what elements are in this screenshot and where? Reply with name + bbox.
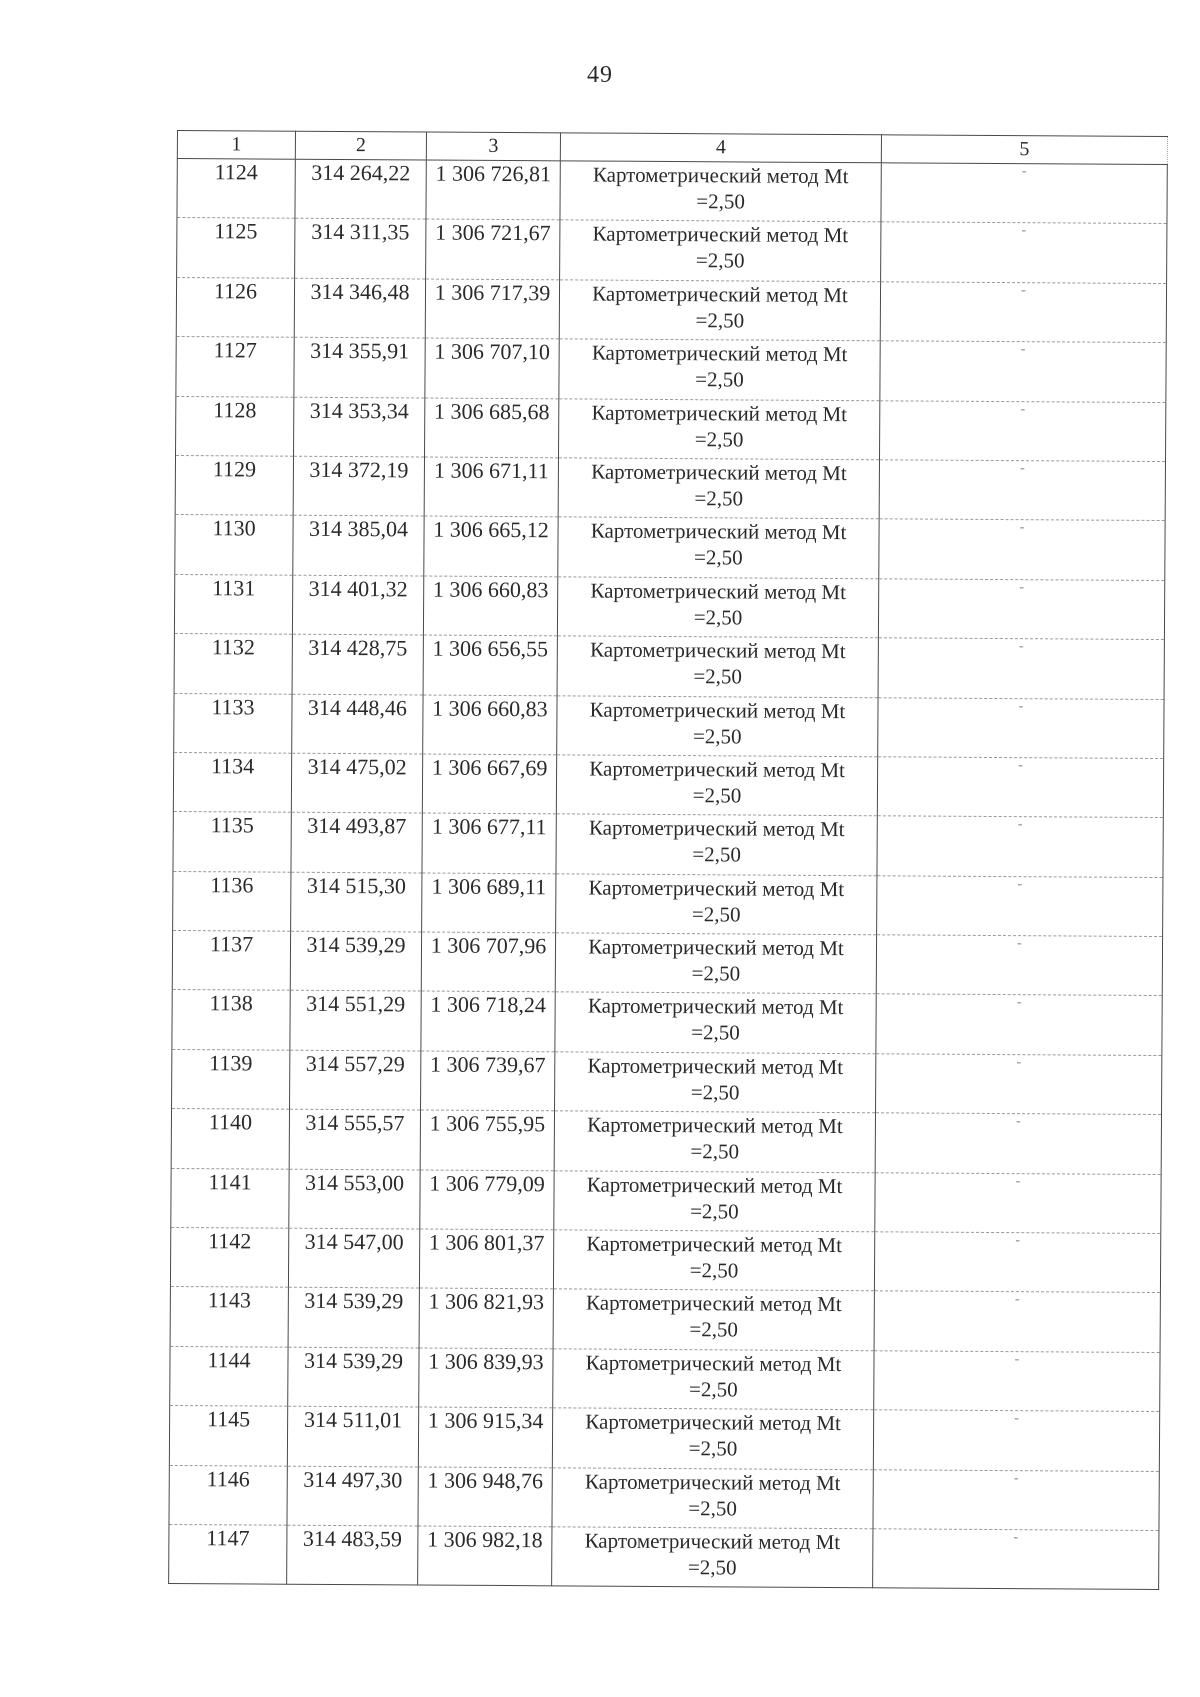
method-text-line1: Картометрический метод Mt	[592, 162, 849, 189]
column-5-cell: -	[879, 519, 1165, 580]
method-cell	[552, 1408, 873, 1469]
point-number-cell: 1131	[174, 574, 292, 634]
method-text-line2: =2,50	[688, 1436, 738, 1461]
method-text-line1: Картометрический метод Mt	[585, 1290, 842, 1317]
method-text-line2: =2,50	[694, 486, 744, 511]
method-cell	[558, 517, 879, 578]
y-coordinate-cell: 1 306 755,95	[420, 1110, 554, 1170]
method-text-line1: Картометрический метод Mt	[587, 1053, 844, 1079]
x-coordinate-cell: 314 401,32	[292, 575, 423, 635]
y-coordinate-cell: 1 306 726,81	[426, 160, 560, 220]
x-coordinate-cell: 314 353,34	[294, 397, 425, 457]
table-row	[176, 337, 1166, 402]
table-row	[174, 693, 1164, 758]
header-cell-5: 5	[881, 135, 1167, 165]
column-5-cell: -	[874, 1351, 1160, 1412]
method-cell	[556, 874, 877, 935]
method-text-line1: Картометрический метод Mt	[586, 1172, 843, 1198]
method-text-line2: =2,50	[687, 1555, 737, 1580]
x-coordinate-cell: 314 483,59	[287, 1525, 418, 1585]
method-text-line2: =2,50	[695, 248, 745, 273]
method-text-line1: Картометрический метод Mt	[589, 697, 846, 723]
point-number-cell: 1132	[174, 634, 292, 694]
y-coordinate-cell: 1 306 721,67	[426, 219, 560, 279]
method-text-line1: Картометрический метод Mt	[588, 934, 844, 961]
method-text-line1: Картометрический метод Mt	[590, 578, 847, 604]
method-text-line1: Картометрический метод Mt	[591, 400, 848, 426]
column-5-cell: -	[878, 697, 1164, 758]
method-text-line2: =2,50	[696, 189, 745, 214]
point-number-cell: 1130	[175, 515, 293, 575]
method-text-line2: =2,50	[691, 1020, 740, 1045]
method-text-line1: Картометрический метод Mt	[588, 875, 845, 901]
method-cell	[557, 695, 878, 756]
point-number-cell: 1147	[169, 1524, 287, 1584]
method-text-line1: Картометрический метод Mt	[587, 1112, 843, 1139]
method-text-line1: Картометрический метод Mt	[589, 637, 846, 664]
point-number-cell: 1137	[172, 931, 290, 991]
column-5-cell: -	[873, 1469, 1159, 1530]
method-cell	[559, 280, 880, 341]
table-row	[176, 396, 1166, 461]
point-number-cell: 1126	[176, 277, 294, 337]
method-text-line1: Картометрический метод Mt	[592, 221, 849, 248]
x-coordinate-cell: 314 511,01	[287, 1406, 418, 1466]
x-coordinate-cell: 314 515,30	[291, 872, 422, 932]
y-coordinate-cell: 1 306 685,68	[425, 398, 559, 458]
method-text-line1: Картометрический метод Mt	[591, 459, 847, 486]
coordinates-table	[168, 130, 1168, 1590]
x-coordinate-cell: 314 557,29	[290, 1050, 421, 1110]
method-text-line2: =2,50	[689, 1258, 739, 1283]
column-5-cell: -	[877, 757, 1163, 818]
x-coordinate-cell: 314 346,48	[294, 278, 425, 338]
y-coordinate-cell: 1 306 707,96	[421, 932, 555, 992]
table-row	[174, 574, 1164, 639]
y-coordinate-cell: 1 306 717,39	[425, 279, 559, 339]
method-text-line2: =2,50	[690, 1198, 739, 1224]
point-number-cell: 1127	[176, 337, 294, 397]
x-coordinate-cell: 314 311,35	[295, 219, 426, 279]
method-cell	[553, 1230, 874, 1291]
point-number-cell: 1143	[170, 1287, 288, 1347]
y-coordinate-cell: 1 306 839,93	[419, 1348, 553, 1408]
x-coordinate-cell: 314 539,29	[288, 1347, 419, 1407]
column-5-cell: -	[876, 994, 1162, 1055]
method-cell	[554, 1111, 875, 1172]
y-coordinate-cell: 1 306 665,12	[424, 516, 558, 576]
table-row	[169, 1465, 1159, 1530]
column-5-cell: -	[878, 579, 1164, 640]
method-cell	[559, 398, 880, 459]
column-5-cell: -	[881, 163, 1167, 224]
table-row	[169, 1406, 1159, 1471]
table-row	[172, 1049, 1162, 1114]
method-text-line2: =2,50	[692, 783, 742, 808]
table-body	[169, 159, 1168, 1590]
table-row	[169, 1524, 1159, 1589]
y-coordinate-cell: 1 306 801,37	[419, 1229, 553, 1289]
method-text-line1: Картометрический метод Mt	[586, 1231, 843, 1258]
column-5-cell: -	[879, 460, 1165, 521]
point-number-cell: 1145	[169, 1406, 287, 1466]
column-5-cell: -	[873, 1410, 1159, 1471]
method-cell	[559, 339, 880, 400]
column-5-cell: -	[877, 816, 1163, 877]
x-coordinate-cell: 314 539,29	[290, 931, 421, 991]
point-number-cell: 1136	[173, 871, 291, 931]
point-number-cell: 1133	[174, 693, 292, 753]
method-text-line1: Картометрический метод Mt	[591, 340, 848, 367]
method-text-line2: =2,50	[689, 1317, 739, 1342]
method-text-line1: Картометрический метод Mt	[589, 756, 845, 782]
method-cell	[552, 1527, 873, 1588]
y-coordinate-cell: 1 306 915,34	[418, 1407, 552, 1467]
y-coordinate-cell: 1 306 948,76	[418, 1467, 552, 1527]
table-row	[172, 931, 1162, 996]
column-5-cell: -	[879, 400, 1165, 461]
method-cell	[554, 1170, 875, 1231]
method-text-line2: =2,50	[692, 842, 741, 867]
column-5-cell: -	[881, 222, 1167, 283]
header-cell-2: 2	[295, 131, 426, 160]
header-cell-3: 3	[426, 132, 560, 161]
x-coordinate-cell: 314 264,22	[295, 159, 426, 219]
method-text-line2: =2,50	[688, 1495, 737, 1521]
method-text-line2: =2,50	[691, 961, 741, 986]
x-coordinate-cell: 314 547,00	[288, 1228, 419, 1288]
method-cell	[555, 1052, 876, 1113]
method-cell	[555, 992, 876, 1053]
column-5-cell: -	[874, 1291, 1160, 1352]
method-text-line1: Картометрический метод Mt	[590, 518, 847, 545]
column-5-cell: -	[875, 1172, 1161, 1233]
x-coordinate-cell: 314 497,30	[287, 1466, 418, 1526]
x-coordinate-cell: 314 448,46	[292, 694, 423, 754]
method-cell	[553, 1349, 874, 1410]
point-number-cell: 1140	[171, 1109, 289, 1169]
column-5-cell: -	[873, 1529, 1159, 1590]
method-cell	[552, 1467, 873, 1528]
point-number-cell: 1139	[172, 1049, 290, 1109]
method-text-line1: Картометрический метод Mt	[587, 993, 844, 1020]
method-cell	[560, 220, 881, 281]
table-row	[177, 218, 1167, 283]
column-5-cell: -	[876, 1054, 1162, 1115]
x-coordinate-cell: 314 372,19	[293, 456, 424, 516]
method-text-line1: Картометрический метод Mt	[584, 1469, 841, 1495]
column-5-cell: -	[874, 1232, 1160, 1293]
method-text-line1: Картометрический метод Mt	[592, 281, 848, 307]
column-5-cell: -	[880, 341, 1166, 402]
y-coordinate-cell: 1 306 718,24	[421, 991, 555, 1051]
table-row	[175, 455, 1165, 520]
table-row	[173, 752, 1163, 817]
column-5-cell: -	[878, 638, 1164, 699]
method-text-line2: =2,50	[690, 1080, 740, 1105]
table-row	[173, 871, 1163, 936]
method-cell	[553, 1289, 874, 1350]
method-cell	[556, 755, 877, 816]
column-5-cell: -	[877, 875, 1163, 936]
y-coordinate-cell: 1 306 821,93	[419, 1288, 553, 1348]
y-coordinate-cell: 1 306 689,11	[422, 873, 556, 933]
point-number-cell: 1124	[177, 159, 295, 219]
method-cell	[558, 458, 879, 519]
y-coordinate-cell: 1 306 660,83	[423, 695, 557, 755]
method-text-line1: Картометрический метод Mt	[585, 1409, 841, 1436]
table-row	[177, 159, 1167, 224]
method-cell	[556, 814, 877, 875]
method-text-line2: =2,50	[692, 723, 742, 748]
y-coordinate-cell: 1 306 656,55	[423, 635, 557, 695]
method-text-line2: =2,50	[695, 367, 744, 392]
table-row	[176, 277, 1166, 342]
table-row	[171, 1168, 1161, 1233]
header-cell-4: 4	[560, 133, 881, 163]
table-row	[175, 515, 1165, 580]
x-coordinate-cell: 314 539,29	[288, 1288, 419, 1348]
method-text-line2: =2,50	[693, 664, 743, 689]
table-row	[173, 812, 1163, 877]
method-text-line2: =2,50	[694, 426, 744, 452]
method-cell	[557, 636, 878, 697]
x-coordinate-cell: 314 355,91	[294, 337, 425, 397]
point-number-cell: 1128	[176, 396, 294, 456]
method-text-line2: =2,50	[691, 901, 741, 927]
x-coordinate-cell: 314 555,57	[289, 1109, 420, 1169]
page-number: 49	[587, 62, 613, 88]
column-5-cell: -	[880, 282, 1166, 343]
method-cell	[557, 577, 878, 638]
method-text-line2: =2,50	[695, 307, 745, 333]
table-row	[170, 1228, 1160, 1293]
point-number-cell: 1142	[170, 1228, 288, 1288]
x-coordinate-cell: 314 385,04	[293, 516, 424, 576]
method-text-line1: Картометрический метод Mt	[585, 1350, 842, 1376]
coordinates-table-wrapper	[168, 130, 1167, 1590]
method-text-line2: =2,50	[693, 604, 743, 630]
point-number-cell: 1141	[171, 1168, 289, 1228]
method-text-line2: =2,50	[694, 545, 743, 570]
y-coordinate-cell: 1 306 671,11	[424, 457, 558, 517]
x-coordinate-cell: 314 428,75	[292, 634, 423, 694]
y-coordinate-cell: 1 306 677,11	[422, 813, 556, 873]
point-number-cell: 1146	[169, 1465, 287, 1525]
header-cell-1: 1	[177, 131, 295, 160]
x-coordinate-cell: 314 553,00	[289, 1169, 420, 1229]
y-coordinate-cell: 1 306 779,09	[420, 1170, 554, 1230]
y-coordinate-cell: 1 306 660,83	[423, 576, 557, 636]
y-coordinate-cell: 1 306 667,69	[422, 754, 556, 814]
method-text-line1: Картометрический метод Mt	[584, 1528, 841, 1555]
point-number-cell: 1138	[172, 990, 290, 1050]
point-number-cell: 1144	[170, 1346, 288, 1406]
y-coordinate-cell: 1 306 982,18	[418, 1526, 552, 1586]
x-coordinate-cell: 314 475,02	[291, 753, 422, 813]
point-number-cell: 1125	[177, 218, 295, 278]
x-coordinate-cell: 314 493,87	[291, 813, 422, 873]
point-number-cell: 1129	[175, 455, 293, 515]
y-coordinate-cell: 1 306 739,67	[421, 1051, 555, 1111]
table-row	[170, 1346, 1160, 1411]
y-coordinate-cell: 1 306 707,10	[425, 338, 559, 398]
column-5-cell: -	[875, 1113, 1161, 1174]
table-row	[171, 1109, 1161, 1174]
method-cell	[560, 161, 881, 222]
method-text-line2: =2,50	[690, 1139, 740, 1164]
point-number-cell: 1134	[173, 752, 291, 812]
table-row	[174, 634, 1164, 699]
method-text-line2: =2,50	[688, 1376, 738, 1402]
point-number-cell: 1135	[173, 812, 291, 872]
method-text-line1: Картометрический метод Mt	[588, 815, 845, 842]
table-row	[170, 1287, 1160, 1352]
column-5-cell: -	[876, 935, 1162, 996]
x-coordinate-cell: 314 551,29	[290, 991, 421, 1051]
method-cell	[555, 933, 876, 994]
table-row	[172, 990, 1162, 1055]
